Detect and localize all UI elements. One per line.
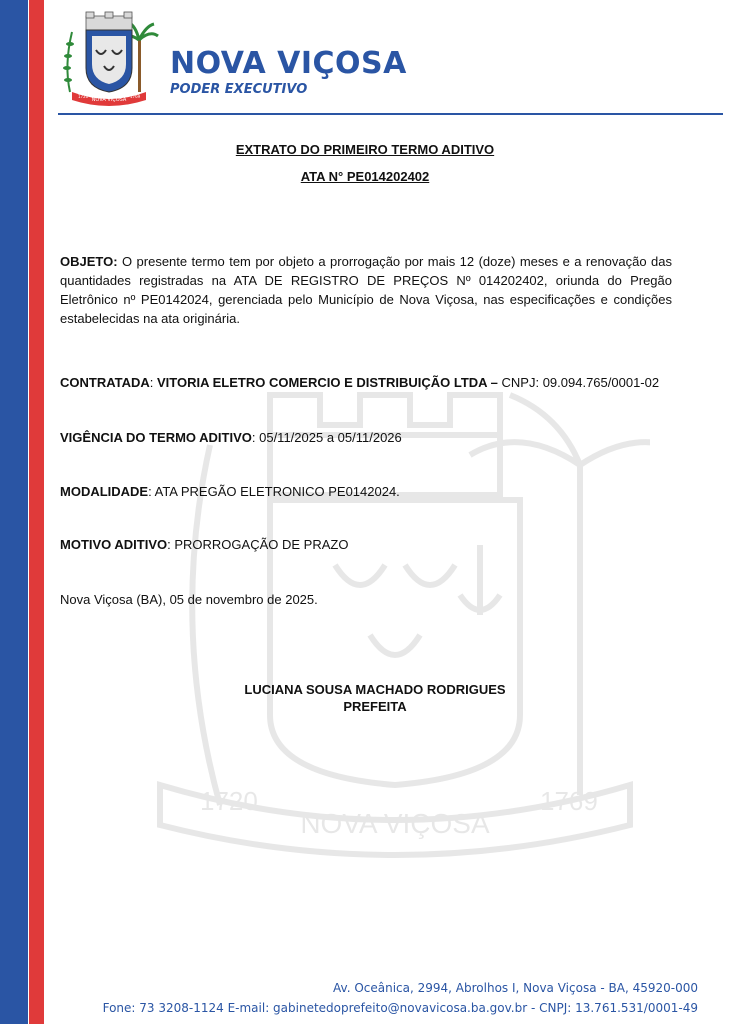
svg-text:1769: 1769 (130, 94, 141, 99)
left-blue-stripe (0, 0, 28, 1024)
modalidade-value: : ATA PREGÃO ELETRONICO PE0142024. (148, 484, 400, 499)
branch-name: PODER EXECUTIVO (170, 82, 308, 97)
motivo-line (60, 535, 348, 554)
modalidade-label: MODALIDADE (60, 484, 149, 499)
vigencia-line (60, 428, 402, 447)
municipal-crest-logo (58, 10, 160, 106)
document-subtitle: ATA N° PE014202402 (300, 169, 430, 184)
letterhead (58, 10, 718, 110)
svg-text:1720: 1720 (200, 786, 258, 816)
contratada-name: VITORIA ELETRO COMERCIO E DISTRIBUIÇÃO LTDA – (157, 375, 498, 390)
place-date: Nova Viçosa (BA), 05 de novembro de 2025. (60, 592, 318, 607)
vigencia-label: VIGÊNCIA DO TERMO ADITIVO (60, 430, 252, 445)
contratada-line (60, 373, 659, 392)
objeto-label: OBJETO: (60, 254, 118, 269)
svg-text:NOVA VIÇOSA: NOVA VIÇOSA (300, 808, 490, 839)
header-divider (58, 113, 723, 115)
left-red-stripe (29, 0, 44, 1024)
vigencia-value: : 05/11/2025 a 05/11/2026 (251, 430, 402, 445)
signer-name: LUCIANA SOUSA MACHADO RODRIGUES (244, 682, 506, 697)
objeto-text: O presente termo tem por objeto a prorrogação por mais 12 (doze) meses e a renovação das quantidades registradas na ATA DE REGISTRO DE PREÇOS Nº 014202402, oriunda do Pregão Eletrônico nº PE0142024, gerenciada pelo Município de Nova Viçosa, nas especificações e condições estabelecidas na ata originária. (60, 254, 672, 326)
document-title: EXTRATO DO PRIMEIRO TERMO ADITIVO (235, 142, 495, 157)
svg-text:1769: 1769 (540, 786, 598, 816)
motivo-value: : PRORROGAÇÃO DE PRAZO (167, 537, 349, 552)
contratada-cnpj: CNPJ: 09.094.765/0001-02 (497, 375, 660, 390)
objeto-paragraph (60, 252, 672, 328)
footer-address: Av. Oceânica, 2994, Abrolhos I, Nova Viçosa - BA, 45920-000 (333, 981, 698, 995)
footer-contact: Fone: 73 3208-1124 E-mail: gabinetedoprefeito@novavicosa.ba.gov.br - CNPJ: 13.761.531/0001-49 (102, 1001, 698, 1015)
crest-watermark (140, 385, 650, 870)
motivo-label: MOTIVO ADITIVO (60, 537, 168, 552)
contratada-label: CONTRATADA (60, 375, 150, 390)
svg-text:1720: 1720 (78, 94, 89, 99)
svg-text:NOVA VIÇOSA: NOVA VIÇOSA (91, 97, 127, 103)
city-name: NOVA VIÇOSA (170, 46, 407, 81)
modalidade-line (60, 482, 400, 501)
contratada-separator: : (149, 375, 158, 390)
signer-role: PREFEITA (343, 699, 407, 714)
